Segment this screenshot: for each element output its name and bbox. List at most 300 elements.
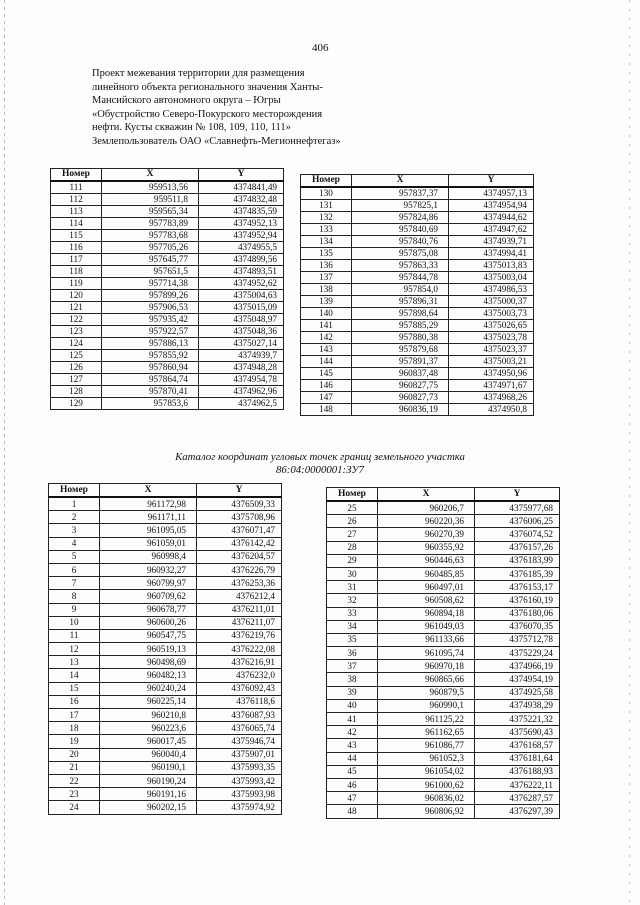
- table-row: [49, 669, 282, 682]
- cell-y: 4376185,39: [475, 567, 560, 580]
- table-row: [49, 682, 282, 695]
- cell-number: 11: [49, 629, 100, 642]
- table-row: [301, 248, 534, 260]
- cell-x: 959565,34: [102, 206, 199, 218]
- table-row: [301, 284, 534, 296]
- table-row: [49, 563, 282, 576]
- cell-number: 6: [49, 563, 100, 576]
- cell-number: 125: [51, 350, 102, 362]
- cell-x: 961162,65: [378, 726, 475, 739]
- cell-y: 4376219,76: [197, 629, 282, 642]
- table-row: [51, 230, 284, 242]
- table-row: [49, 761, 282, 774]
- cell-x: 960017,45: [100, 735, 197, 748]
- cell-y: 4376157,26: [475, 541, 560, 554]
- cell-y: 4374939,71: [449, 236, 534, 248]
- cell-x: 960446,63: [378, 554, 475, 567]
- cell-x: 960498,69: [100, 656, 197, 669]
- cell-y: 4374952,94: [199, 230, 284, 242]
- cell-y: 4374962,5: [199, 398, 284, 410]
- cell-y: 4374954,78: [199, 374, 284, 386]
- cell-y: 4376253,36: [197, 577, 282, 590]
- cell-number: 147: [301, 392, 352, 404]
- cell-y: 4374954,94: [449, 200, 534, 212]
- cell-number: 120: [51, 290, 102, 302]
- cell-x: 960879,5: [378, 686, 475, 699]
- cell-x: 960202,15: [100, 801, 197, 814]
- cell-x: 957880,38: [352, 332, 449, 344]
- cell-number: 45: [327, 765, 378, 778]
- header-line: «Обустройство Северо-Покурского месторождения: [92, 108, 323, 120]
- table-row: [51, 206, 284, 218]
- table-row: [327, 607, 560, 620]
- table-row: [301, 308, 534, 320]
- table-row: [49, 735, 282, 748]
- cell-x: 960519,13: [100, 643, 197, 656]
- cell-y: 4375221,32: [475, 713, 560, 726]
- table-row: [49, 695, 282, 708]
- cell-x: 957879,68: [352, 344, 449, 356]
- table-row: [327, 686, 560, 699]
- cell-y: 4374968,26: [449, 392, 534, 404]
- table-row: [301, 212, 534, 224]
- cell-x: 957898,64: [352, 308, 449, 320]
- table-row: [51, 386, 284, 398]
- cell-x: 960190,24: [100, 774, 197, 787]
- cell-y: 4376168,57: [475, 739, 560, 752]
- table-row: [49, 497, 282, 511]
- table-header-row: [301, 175, 534, 188]
- cell-number: 9: [49, 603, 100, 616]
- cell-x: 957896,31: [352, 296, 449, 308]
- cell-number: 39: [327, 686, 378, 699]
- cell-number: 24: [49, 801, 100, 814]
- table-row: [51, 254, 284, 266]
- column-header-number: Номер: [327, 488, 378, 502]
- cell-y: 4375993,98: [197, 788, 282, 801]
- table-row: [51, 302, 284, 314]
- cell-x: 957714,38: [102, 278, 199, 290]
- cell-number: 4: [49, 537, 100, 550]
- cell-number: 17: [49, 709, 100, 722]
- cell-number: 5: [49, 550, 100, 563]
- cell-number: 111: [51, 181, 102, 194]
- cell-y: 4374938,29: [475, 699, 560, 712]
- cell-number: 143: [301, 344, 352, 356]
- cell-x: 960865,66: [378, 673, 475, 686]
- cell-y: 4376226,79: [197, 563, 282, 576]
- cell-y: 4376232,0: [197, 669, 282, 682]
- column-header-x: X: [102, 169, 199, 182]
- cell-x: 960799,97: [100, 577, 197, 590]
- table-row: [327, 620, 560, 633]
- table-row: [49, 524, 282, 537]
- table-row: [51, 398, 284, 410]
- cell-y: 4376287,57: [475, 792, 560, 805]
- cell-y: 4375000,37: [449, 296, 534, 308]
- cell-x: 960709,62: [100, 590, 197, 603]
- cell-number: 21: [49, 761, 100, 774]
- cell-number: 148: [301, 404, 352, 416]
- cell-number: 117: [51, 254, 102, 266]
- table-row: [51, 338, 284, 350]
- column-header-y: Y: [197, 484, 282, 498]
- cell-number: 129: [51, 398, 102, 410]
- table-row: [327, 713, 560, 726]
- table-row: [51, 266, 284, 278]
- cell-y: 4374994,41: [449, 248, 534, 260]
- cell-number: 137: [301, 272, 352, 284]
- cell-y: 4374948,28: [199, 362, 284, 374]
- cell-number: 116: [51, 242, 102, 254]
- cell-x: 957825,1: [352, 200, 449, 212]
- cell-y: 4374950,8: [449, 404, 534, 416]
- cell-x: 957645,77: [102, 254, 199, 266]
- cell-number: 14: [49, 669, 100, 682]
- cell-y: 4374966,19: [475, 660, 560, 673]
- cell-y: 4374955,5: [199, 242, 284, 254]
- cell-number: 34: [327, 620, 378, 633]
- table-row: [49, 537, 282, 550]
- column-header-x: X: [100, 484, 197, 498]
- coordinates-table-2: [300, 174, 534, 416]
- table-row: [301, 187, 534, 200]
- cell-y: 4375974,92: [197, 801, 282, 814]
- cell-x: 957837,37: [352, 187, 449, 200]
- cell-number: 122: [51, 314, 102, 326]
- cell-x: 957870,41: [102, 386, 199, 398]
- cell-number: 16: [49, 695, 100, 708]
- table-row: [51, 326, 284, 338]
- cell-x: 957860,94: [102, 362, 199, 374]
- catalog-caption: [60, 451, 580, 477]
- table-row: [49, 748, 282, 761]
- cell-x: 960225,14: [100, 695, 197, 708]
- cell-y: 4376297,39: [475, 805, 560, 818]
- cell-number: 20: [49, 748, 100, 761]
- cell-x: 960827,73: [352, 392, 449, 404]
- cell-x: 960497,01: [378, 581, 475, 594]
- cell-x: 961059,01: [100, 537, 197, 550]
- table-row: [327, 765, 560, 778]
- cell-y: 4374952,62: [199, 278, 284, 290]
- table-row: [327, 778, 560, 791]
- table-row: [301, 380, 534, 392]
- table-row: [327, 581, 560, 594]
- cell-x: 960932,27: [100, 563, 197, 576]
- cell-y: 4375690,43: [475, 726, 560, 739]
- table-row: [301, 320, 534, 332]
- scan-edge-right: [629, 0, 630, 905]
- cell-x: 961086,77: [378, 739, 475, 752]
- cell-number: 35: [327, 633, 378, 646]
- cell-y: 4374893,51: [199, 266, 284, 278]
- cell-y: 4375027,14: [199, 338, 284, 350]
- cell-number: 131: [301, 200, 352, 212]
- table-row: [51, 374, 284, 386]
- header-line: нефти. Кусты скважин № 108, 109, 110, 111»: [92, 122, 291, 134]
- table-row: [51, 194, 284, 206]
- document-header: [92, 67, 422, 149]
- cell-y: 4374962,96: [199, 386, 284, 398]
- cell-x: 957854,0: [352, 284, 449, 296]
- cell-number: 19: [49, 735, 100, 748]
- cell-x: 957840,69: [352, 224, 449, 236]
- table-row: [327, 554, 560, 567]
- cell-x: 960836,19: [352, 404, 449, 416]
- cell-number: 26: [327, 515, 378, 528]
- cell-y: 4374925,58: [475, 686, 560, 699]
- cell-x: 960600,26: [100, 616, 197, 629]
- table-row: [49, 788, 282, 801]
- cell-x: 957705,26: [102, 242, 199, 254]
- cell-x: 960827,75: [352, 380, 449, 392]
- cell-y: 4376509,33: [197, 497, 282, 511]
- cell-x: 960206,7: [378, 501, 475, 515]
- cell-number: 40: [327, 699, 378, 712]
- cell-number: 8: [49, 590, 100, 603]
- cell-x: 960220,36: [378, 515, 475, 528]
- cell-x: 961000,62: [378, 778, 475, 791]
- cell-x: 957922,57: [102, 326, 199, 338]
- cell-y: 4375907,01: [197, 748, 282, 761]
- cell-x: 960970,18: [378, 660, 475, 673]
- cell-number: 13: [49, 656, 100, 669]
- cell-number: 113: [51, 206, 102, 218]
- table-row: [301, 296, 534, 308]
- cell-number: 124: [51, 338, 102, 350]
- cell-y: 4375048,36: [199, 326, 284, 338]
- cell-number: 28: [327, 541, 378, 554]
- cell-y: 4375993,42: [197, 774, 282, 787]
- table-row: [49, 656, 282, 669]
- cell-y: 4375003,21: [449, 356, 534, 368]
- table-row: [327, 699, 560, 712]
- cell-x: 957840,76: [352, 236, 449, 248]
- cell-number: 138: [301, 284, 352, 296]
- cell-x: 960894,18: [378, 607, 475, 620]
- cell-number: 139: [301, 296, 352, 308]
- cell-x: 961054,02: [378, 765, 475, 778]
- table-row: [51, 314, 284, 326]
- cell-x: 960191,16: [100, 788, 197, 801]
- cell-number: 123: [51, 326, 102, 338]
- cell-y: 4374986,53: [449, 284, 534, 296]
- cell-y: 4376071,47: [197, 524, 282, 537]
- cell-x: 961095,74: [378, 647, 475, 660]
- column-header-y: Y: [199, 169, 284, 182]
- cell-x: 960240,24: [100, 682, 197, 695]
- cell-y: 4374832,48: [199, 194, 284, 206]
- cell-x: 960836,02: [378, 792, 475, 805]
- table-row: [49, 511, 282, 524]
- table-row: [301, 404, 534, 416]
- cell-y: 4374835,59: [199, 206, 284, 218]
- cell-number: 44: [327, 752, 378, 765]
- cell-y: 4376211,01: [197, 603, 282, 616]
- cell-y: 4376118,6: [197, 695, 282, 708]
- cell-x: 961171,11: [100, 511, 197, 524]
- cell-number: 144: [301, 356, 352, 368]
- cell-number: 126: [51, 362, 102, 374]
- cell-y: 4374841,49: [199, 181, 284, 194]
- table-row: [327, 805, 560, 818]
- cell-y: 4375712,78: [475, 633, 560, 646]
- caption-parcel-id: 86:04:0000001:ЗУ7: [275, 464, 365, 476]
- cell-y: 4376216,91: [197, 656, 282, 669]
- table-row: [301, 356, 534, 368]
- cell-number: 12: [49, 643, 100, 656]
- header-line: Мансийского автономного округа – Югры: [92, 95, 281, 107]
- cell-y: 4376211,07: [197, 616, 282, 629]
- cell-y: 4375023,37: [449, 344, 534, 356]
- cell-x: 961049,03: [378, 620, 475, 633]
- cell-number: 32: [327, 594, 378, 607]
- cell-number: 141: [301, 320, 352, 332]
- cell-x: 960040,4: [100, 748, 197, 761]
- cell-y: 4376180,06: [475, 607, 560, 620]
- cell-x: 960485,85: [378, 567, 475, 580]
- coordinates-table-3: [48, 483, 282, 815]
- cell-x: 960270,39: [378, 528, 475, 541]
- cell-x: 957886,13: [102, 338, 199, 350]
- cell-y: 4375977,68: [475, 501, 560, 515]
- cell-number: 130: [301, 187, 352, 200]
- cell-number: 18: [49, 722, 100, 735]
- cell-x: 959511,8: [102, 194, 199, 206]
- cell-x: 960223,6: [100, 722, 197, 735]
- cell-number: 134: [301, 236, 352, 248]
- cell-x: 957864,74: [102, 374, 199, 386]
- scan-edge-left: [4, 0, 5, 905]
- cell-number: 135: [301, 248, 352, 260]
- table-row: [301, 224, 534, 236]
- cell-y: 4375013,83: [449, 260, 534, 272]
- column-header-y: Y: [475, 488, 560, 502]
- table-row: [301, 236, 534, 248]
- cell-x: 959513,56: [102, 181, 199, 194]
- cell-x: 957824,86: [352, 212, 449, 224]
- column-header-number: Номер: [301, 175, 352, 188]
- table-header-row: [51, 169, 284, 182]
- header-line: Землепользователь ОАО «Славнефть-Мегионнефтегаз»: [92, 135, 341, 147]
- table-row: [327, 660, 560, 673]
- cell-number: 25: [327, 501, 378, 515]
- cell-y: 4374957,13: [449, 187, 534, 200]
- table-header-row: [49, 484, 282, 498]
- cell-y: 4375048,97: [199, 314, 284, 326]
- table-row: [49, 577, 282, 590]
- column-header-y: Y: [449, 175, 534, 188]
- table-row: [301, 368, 534, 380]
- coordinates-table-1: [50, 168, 284, 410]
- cell-y: 4374971,67: [449, 380, 534, 392]
- table-row: [51, 181, 284, 194]
- cell-number: 30: [327, 567, 378, 580]
- cell-x: 960990,1: [378, 699, 475, 712]
- cell-number: 146: [301, 380, 352, 392]
- cell-y: 4375003,04: [449, 272, 534, 284]
- cell-y: 4374952,13: [199, 218, 284, 230]
- cell-y: 4376188,93: [475, 765, 560, 778]
- cell-y: 4376212,4: [197, 590, 282, 603]
- cell-x: 957855,92: [102, 350, 199, 362]
- cell-number: 23: [49, 788, 100, 801]
- cell-number: 118: [51, 266, 102, 278]
- table-row: [49, 616, 282, 629]
- cell-x: 960190,1: [100, 761, 197, 774]
- table-row: [327, 594, 560, 607]
- cell-x: 961095,05: [100, 524, 197, 537]
- table-row: [51, 362, 284, 374]
- cell-x: 960482,13: [100, 669, 197, 682]
- cell-number: 128: [51, 386, 102, 398]
- table-row: [49, 774, 282, 787]
- column-header-x: X: [378, 488, 475, 502]
- table-row: [327, 541, 560, 554]
- table-row: [49, 550, 282, 563]
- cell-number: 2: [49, 511, 100, 524]
- cell-y: 4376181,64: [475, 752, 560, 765]
- table-row: [49, 801, 282, 814]
- cell-number: 22: [49, 774, 100, 787]
- cell-number: 132: [301, 212, 352, 224]
- cell-number: 145: [301, 368, 352, 380]
- cell-x: 961125,22: [378, 713, 475, 726]
- cell-number: 112: [51, 194, 102, 206]
- cell-y: 4376065,74: [197, 722, 282, 735]
- cell-number: 43: [327, 739, 378, 752]
- cell-x: 957935,42: [102, 314, 199, 326]
- table-row: [327, 752, 560, 765]
- table-row: [51, 242, 284, 254]
- cell-number: 15: [49, 682, 100, 695]
- column-header-number: Номер: [49, 484, 100, 498]
- cell-x: 960547,75: [100, 629, 197, 642]
- table-row: [327, 501, 560, 515]
- cell-number: 133: [301, 224, 352, 236]
- cell-x: 960210,8: [100, 709, 197, 722]
- cell-x: 957853,6: [102, 398, 199, 410]
- cell-y: 4375003,73: [449, 308, 534, 320]
- table-row: [49, 722, 282, 735]
- cell-y: 4376142,42: [197, 537, 282, 550]
- cell-number: 1: [49, 497, 100, 511]
- table-row: [49, 590, 282, 603]
- table-row: [301, 332, 534, 344]
- cell-y: 4375015,09: [199, 302, 284, 314]
- table-row: [327, 792, 560, 805]
- cell-x: 957891,37: [352, 356, 449, 368]
- cell-y: 4376222,11: [475, 778, 560, 791]
- cell-x: 957863,33: [352, 260, 449, 272]
- cell-number: 10: [49, 616, 100, 629]
- table-row: [327, 647, 560, 660]
- table-row: [49, 603, 282, 616]
- cell-y: 4376153,17: [475, 581, 560, 594]
- page-number: 406: [312, 42, 329, 54]
- table-row: [301, 392, 534, 404]
- cell-y: 4375026,65: [449, 320, 534, 332]
- cell-number: 29: [327, 554, 378, 567]
- cell-number: 136: [301, 260, 352, 272]
- cell-number: 114: [51, 218, 102, 230]
- table-row: [327, 673, 560, 686]
- cell-x: 957875,08: [352, 248, 449, 260]
- cell-y: 4376070,35: [475, 620, 560, 633]
- cell-y: 4375229,24: [475, 647, 560, 660]
- cell-number: 140: [301, 308, 352, 320]
